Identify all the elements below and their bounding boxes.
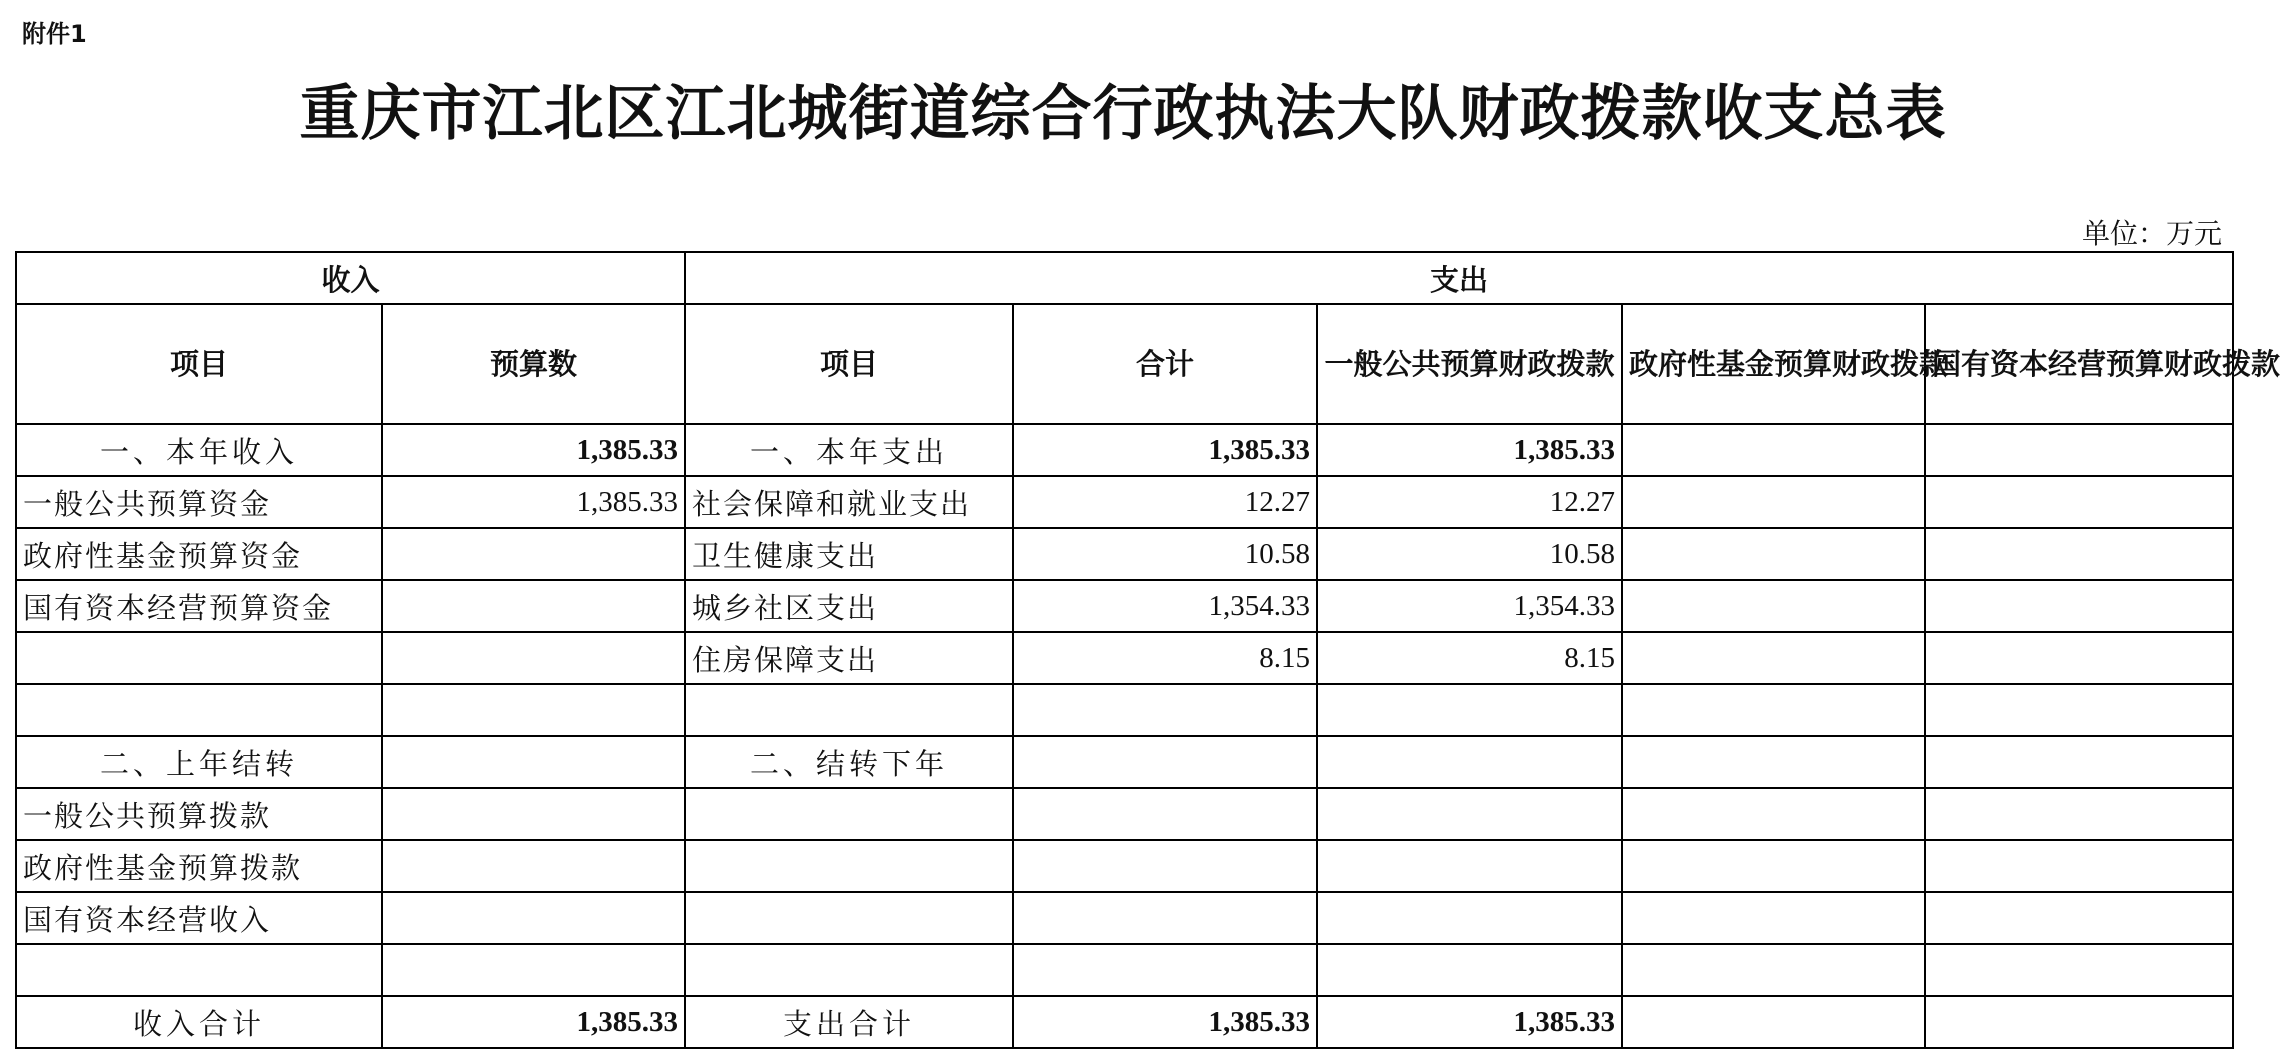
cell-ex-fund <box>1622 424 1925 476</box>
cell-ex-item: 社会保障和就业支出 <box>685 476 1013 528</box>
cell-in-budget: 1,385.33 <box>382 476 685 528</box>
cell-in-budget <box>382 580 685 632</box>
cell-ex-total: 8.15 <box>1013 632 1317 684</box>
cell-in-item: 国有资本经营预算资金 <box>16 580 382 632</box>
state-capital-header: 国有资本经营预算财政拨款 <box>1925 304 2233 424</box>
cell-ex-capital <box>1925 736 2233 788</box>
cell-ex-item: 卫生健康支出 <box>685 528 1013 580</box>
cell-ex-general: 1,385.33 <box>1317 996 1622 1048</box>
cell-ex-capital <box>1925 944 2233 996</box>
cell-ex-fund <box>1622 528 1925 580</box>
table-row <box>16 892 2233 944</box>
income-budget-header: 预算数 <box>382 304 685 424</box>
cell-in-item: 收入合计 <box>16 996 382 1048</box>
cell-ex-fund <box>1622 944 1925 996</box>
cell-in-budget <box>382 684 685 736</box>
expense-total-header: 合计 <box>1013 304 1317 424</box>
cell-ex-general: 8.15 <box>1317 632 1622 684</box>
table-row <box>16 944 2233 996</box>
cell-ex-item <box>685 840 1013 892</box>
cell-ex-total <box>1013 788 1317 840</box>
cell-in-budget: 1,385.33 <box>382 996 685 1048</box>
cell-in-budget <box>382 788 685 840</box>
cell-ex-fund <box>1622 684 1925 736</box>
expense-item-header: 项目 <box>685 304 1013 424</box>
table-row <box>16 424 2233 476</box>
cell-ex-general <box>1317 840 1622 892</box>
general-public-header: 一般公共预算财政拨款 <box>1317 304 1622 424</box>
cell-in-item: 政府性基金预算拨款 <box>16 840 382 892</box>
cell-in-item <box>16 944 382 996</box>
cell-ex-capital <box>1925 476 2233 528</box>
cell-ex-capital <box>1925 424 2233 476</box>
cell-in-budget: 1,385.33 <box>382 424 685 476</box>
cell-in-item: 政府性基金预算资金 <box>16 528 382 580</box>
cell-ex-fund <box>1622 892 1925 944</box>
gov-fund-header: 政府性基金预算财政拨款 <box>1622 304 1925 424</box>
cell-ex-fund <box>1622 996 1925 1048</box>
cell-in-item: 一般公共预算拨款 <box>16 788 382 840</box>
cell-ex-capital <box>1925 840 2233 892</box>
cell-ex-fund <box>1622 788 1925 840</box>
cell-ex-general: 12.27 <box>1317 476 1622 528</box>
cell-in-budget <box>382 528 685 580</box>
cell-ex-total: 1,354.33 <box>1013 580 1317 632</box>
table-row <box>16 996 2233 1048</box>
table-row <box>16 632 2233 684</box>
cell-ex-capital <box>1925 892 2233 944</box>
cell-ex-total: 1,385.33 <box>1013 424 1317 476</box>
cell-in-budget <box>382 632 685 684</box>
header-row-columns <box>16 304 2233 424</box>
cell-ex-item: 城乡社区支出 <box>685 580 1013 632</box>
table-row <box>16 528 2233 580</box>
cell-ex-fund <box>1622 632 1925 684</box>
cell-in-item: 二、上年结转 <box>16 736 382 788</box>
cell-ex-item <box>685 944 1013 996</box>
cell-in-item: 一般公共预算资金 <box>16 476 382 528</box>
income-item-header: 项目 <box>16 304 382 424</box>
cell-ex-total: 12.27 <box>1013 476 1317 528</box>
cell-ex-fund <box>1622 580 1925 632</box>
cell-ex-capital <box>1925 788 2233 840</box>
cell-ex-item <box>685 892 1013 944</box>
table-row <box>16 580 2233 632</box>
expense-header: 支出 <box>685 252 2233 304</box>
cell-in-item <box>16 632 382 684</box>
cell-ex-total <box>1013 684 1317 736</box>
cell-ex-total: 10.58 <box>1013 528 1317 580</box>
cell-ex-capital <box>1925 684 2233 736</box>
table-row <box>16 476 2233 528</box>
cell-ex-item: 一、本年支出 <box>685 424 1013 476</box>
cell-ex-fund <box>1622 476 1925 528</box>
page-title: 重庆市江北区江北城街道综合行政执法大队财政拨款收支总表 <box>299 79 1947 149</box>
cell-ex-general: 10.58 <box>1317 528 1622 580</box>
cell-ex-item: 住房保障支出 <box>685 632 1013 684</box>
unit-label: 单位：万元 <box>2081 217 2222 250</box>
cell-in-budget <box>382 736 685 788</box>
cell-ex-total <box>1013 840 1317 892</box>
income-header: 收入 <box>16 252 685 304</box>
cell-ex-general <box>1317 684 1622 736</box>
attachment-label: 附件1 <box>22 20 87 48</box>
budget-table <box>15 251 2280 1049</box>
cell-in-item <box>16 684 382 736</box>
table-row <box>16 736 2233 788</box>
cell-ex-total <box>1013 736 1317 788</box>
cell-in-item: 一、本年收入 <box>16 424 382 476</box>
cell-ex-capital <box>1925 996 2233 1048</box>
cell-ex-total <box>1013 944 1317 996</box>
cell-ex-general <box>1317 892 1622 944</box>
cell-ex-total <box>1013 892 1317 944</box>
cell-in-budget <box>382 892 685 944</box>
cell-ex-general <box>1317 736 1622 788</box>
cell-ex-total: 1,385.33 <box>1013 996 1317 1048</box>
cell-ex-fund <box>1622 736 1925 788</box>
cell-ex-item <box>685 684 1013 736</box>
table-row <box>16 684 2233 736</box>
cell-ex-general <box>1317 788 1622 840</box>
cell-ex-general: 1,385.33 <box>1317 424 1622 476</box>
cell-ex-general: 1,354.33 <box>1317 580 1622 632</box>
cell-ex-item: 二、结转下年 <box>685 736 1013 788</box>
cell-in-budget <box>382 944 685 996</box>
cell-ex-capital <box>1925 632 2233 684</box>
cell-ex-item: 支出合计 <box>685 996 1013 1048</box>
table-row <box>16 840 2233 892</box>
cell-ex-item <box>685 788 1013 840</box>
header-row-group <box>16 252 2233 304</box>
table-row <box>16 788 2233 840</box>
cell-ex-capital <box>1925 580 2233 632</box>
cell-ex-capital <box>1925 528 2233 580</box>
cell-ex-general <box>1317 944 1622 996</box>
cell-in-item: 国有资本经营收入 <box>16 892 382 944</box>
cell-in-budget <box>382 840 685 892</box>
cell-ex-fund <box>1622 840 1925 892</box>
